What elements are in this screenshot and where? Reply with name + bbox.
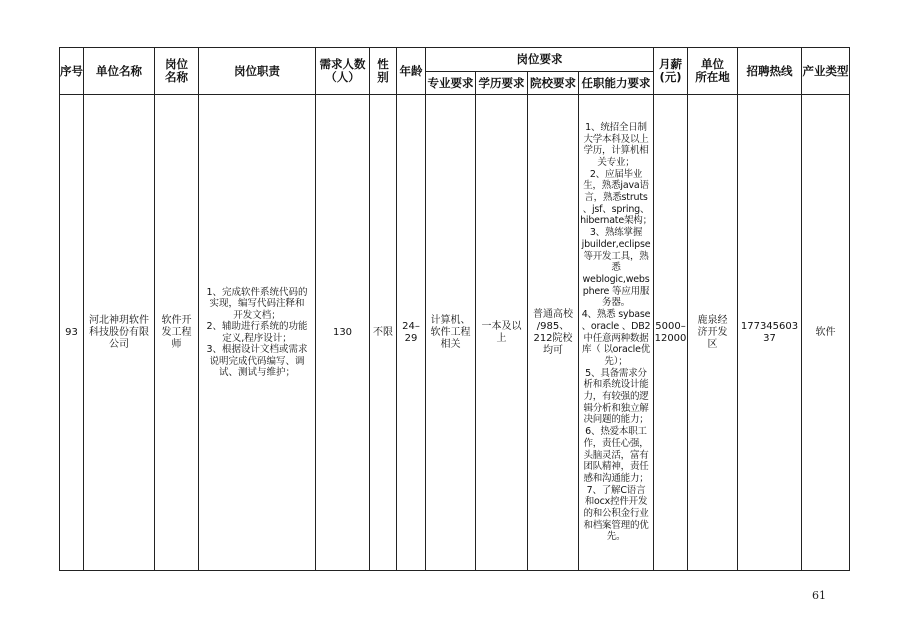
- cell-location: 鹿泉经 济开发 区: [688, 95, 738, 571]
- table-row: [60, 95, 850, 571]
- header-headcount: 需求人数 （人）: [316, 48, 370, 95]
- cell-seq: 93: [60, 95, 84, 571]
- cell-gender: 不限: [370, 95, 397, 571]
- header-industry: 产业类型: [802, 48, 850, 95]
- header-seq: 序号: [60, 48, 84, 95]
- cell-school: 普通高校 /985、 212院校 均可: [528, 95, 579, 571]
- cell-headcount: 130: [316, 95, 370, 571]
- cell-education: 一本及以 上: [476, 95, 528, 571]
- header-education: 学历要求: [476, 72, 528, 95]
- header-position-name: 岗位 名称: [155, 48, 199, 95]
- header-unit-name: 单位名称: [84, 48, 155, 95]
- cell-hotline: 177345603 37: [738, 95, 802, 571]
- job-listing-table: [59, 47, 850, 571]
- cell-major: 计算机、 软件工程 相关: [426, 95, 476, 571]
- cell-salary: 5000– 12000: [654, 95, 688, 571]
- header-row-top: [60, 48, 850, 72]
- header-hotline: 招聘热线: [738, 48, 802, 95]
- header-major: 专业要求: [426, 72, 476, 95]
- header-school: 院校要求: [528, 72, 579, 95]
- cell-age: 24– 29: [397, 95, 426, 571]
- header-salary: 月薪 (元): [654, 48, 688, 95]
- header-gender: 性 别: [370, 48, 397, 95]
- header-ability: 任职能力要求: [579, 72, 654, 95]
- header-requirements-group: 岗位要求: [426, 48, 654, 72]
- header-age: 年龄: [397, 48, 426, 95]
- header-location: 单位 所在地: [688, 48, 738, 95]
- cell-unit-name: 河北神玥软件 科技股份有限 公司: [84, 95, 155, 571]
- header-duties: 岗位职责: [199, 48, 316, 95]
- cell-duties: 1、完成软件系统代码的 实现，编写代码注释和 开发文档； 2、辅助进行系统的功能 定义,程序设计； 3、根据设计文档或需求 说明完成代码编写、调 试、测试与维护；: [199, 95, 316, 571]
- cell-industry: 软件: [802, 95, 850, 571]
- page-number: 61: [812, 589, 826, 602]
- cell-ability: 1、统招全日制 大学本科及以上 学历，计算机相 关专业； 2、应届毕业 生，熟悉java语 言，熟悉struts 、jsf、spring、 hibernate架构； 3、熟练掌握 jbuilder,eclipse 等开发工具，熟 悉 weblogic,webs phere 等应用服 务器。 4、熟悉 sybase 、oracle 、DB2 中任意两种数据 库（ 以oracle优 先）； 5、具备需求分 析和系统设计能 力，有较强的逻 辑分析和独立解 决问题的能力； 6、热爱本职工 作，责任心强， 头脑灵活，富有 团队精神，责任 感和沟通能力； 7、了解C语言 和ocx控件开发 的和公积金行业 和档案管理的优 先。: [579, 95, 654, 571]
- cell-position-name: 软件开 发工程 师: [155, 95, 199, 571]
